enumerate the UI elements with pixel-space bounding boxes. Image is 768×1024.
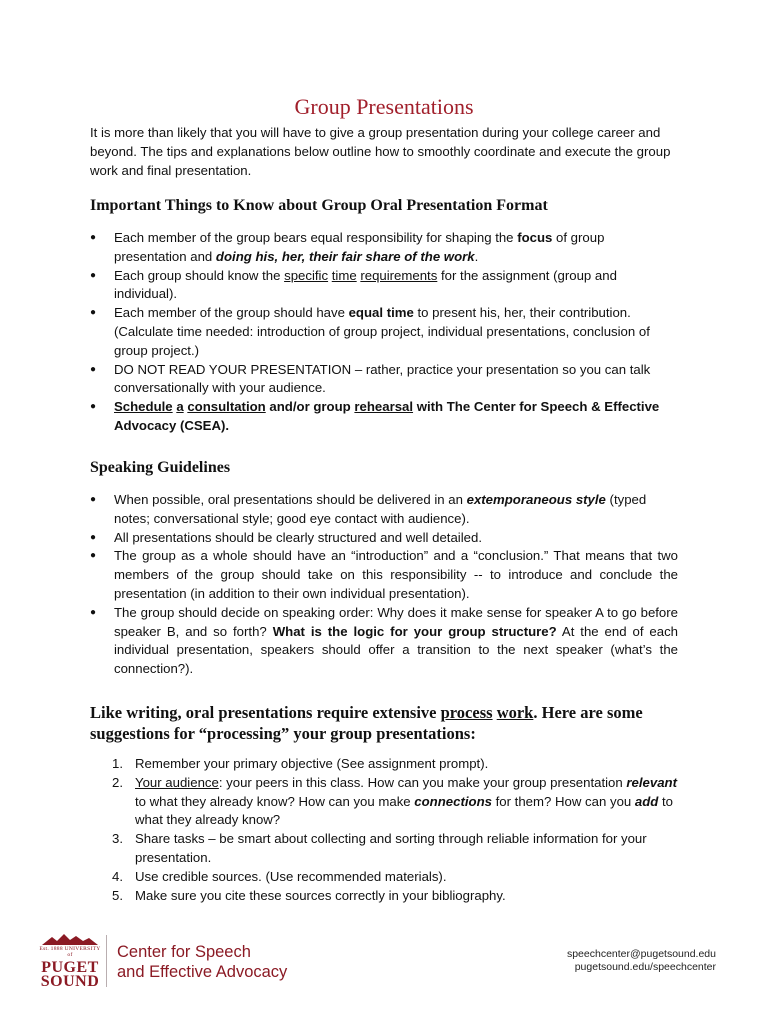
intro-paragraph: It is more than likely that you will have to give a group presentation during your college career and beyond. The tips and explanations below outline how to smoothly coordinate and execute the group work and final presentation. (90, 125, 671, 178)
list-item: 1. Remember your primary objective (See assignment prompt). (112, 756, 489, 771)
mountain-icon (42, 932, 98, 946)
list-item: ● The group should decide on speaking order: Why does it make sense for speaker A to go before speaker B, and so forth? What is the logic for your group structure? At the end of each individual presentation, speakers should offer a transition to the next speaker (what’s the connection?). (90, 604, 678, 679)
process-list (112, 755, 678, 905)
list-item: 2. Your audience: your peers in this class. How can you make your group presentation relevant to what they already know? How can you make connections for them? How can you add to what they already know? (112, 774, 677, 828)
format-list (90, 229, 678, 436)
footer-divider (106, 935, 107, 987)
center-name: Center for Speech and Effective Advocacy (117, 943, 288, 981)
list-item: ● Each member of the group bears equal responsibility for shaping the focus of group presentation and doing his, her, their fair share of the work. (90, 229, 678, 267)
list-item: ● Schedule a consultation and/or group rehearsal with The Center for Speech & Effective Advocacy (CSEA). (90, 398, 678, 436)
contact-website[interactable]: pugetsound.edu/speechcenter (574, 961, 716, 973)
puget-sound-logo (38, 932, 102, 990)
list-item: ● Each member of the group should have equal time to present his, her, their contribution. (Calculate time needed: introduction of group project, individual presentations, conclusion of group project.) (90, 304, 678, 360)
list-item: ● When possible, oral presentations should be delivered in an extemporaneous style (typed notes; conversational style; good eye contact with audience). (90, 491, 678, 529)
list-item: 4. Use credible sources. (Use recommended materials). (112, 868, 447, 884)
logo-word-puget: PUGET (41, 959, 99, 976)
speaking-list (90, 491, 678, 679)
section-heading-process: Like writing, oral presentations require extensive process work. Here are some suggestions for “processing” your group presentations: (90, 703, 643, 743)
list-item: 3. Share tasks – be smart about collecting and sorting through reliable information for your presentation. (112, 831, 647, 865)
list-item: ● Each group should know the specific time requirements for the assignment (group and individual). (90, 267, 678, 305)
section-heading-speaking: Speaking Guidelines (90, 459, 231, 476)
list-item: ● The group as a whole should have an “introduction” and a “conclusion.” That means that two members of the group should take on this responsibility -- to introduce and conclude the presentation (in addition to their own individual presentation). (90, 547, 678, 603)
logo-university-of: Est. 1888 UNIVERSITY of (39, 946, 101, 958)
list-item: 5. Make sure you cite these sources correctly in your bibliography. (112, 887, 506, 903)
list-item: ● All presentations should be clearly structured and well detailed. (90, 529, 678, 548)
list-item: ● DO NOT READ YOUR PRESENTATION – rather, practice your presentation so you can talk conversationally with your audience. (90, 361, 678, 399)
contact-info (567, 948, 716, 974)
contact-email[interactable]: speechcenter@pugetsound.edu (566, 948, 716, 960)
page-title: Group Presentations (294, 94, 474, 119)
logo-word-sound: SOUND (40, 973, 100, 990)
section-heading-format: Important Things to Know about Group Oral Presentation Format (90, 197, 548, 214)
